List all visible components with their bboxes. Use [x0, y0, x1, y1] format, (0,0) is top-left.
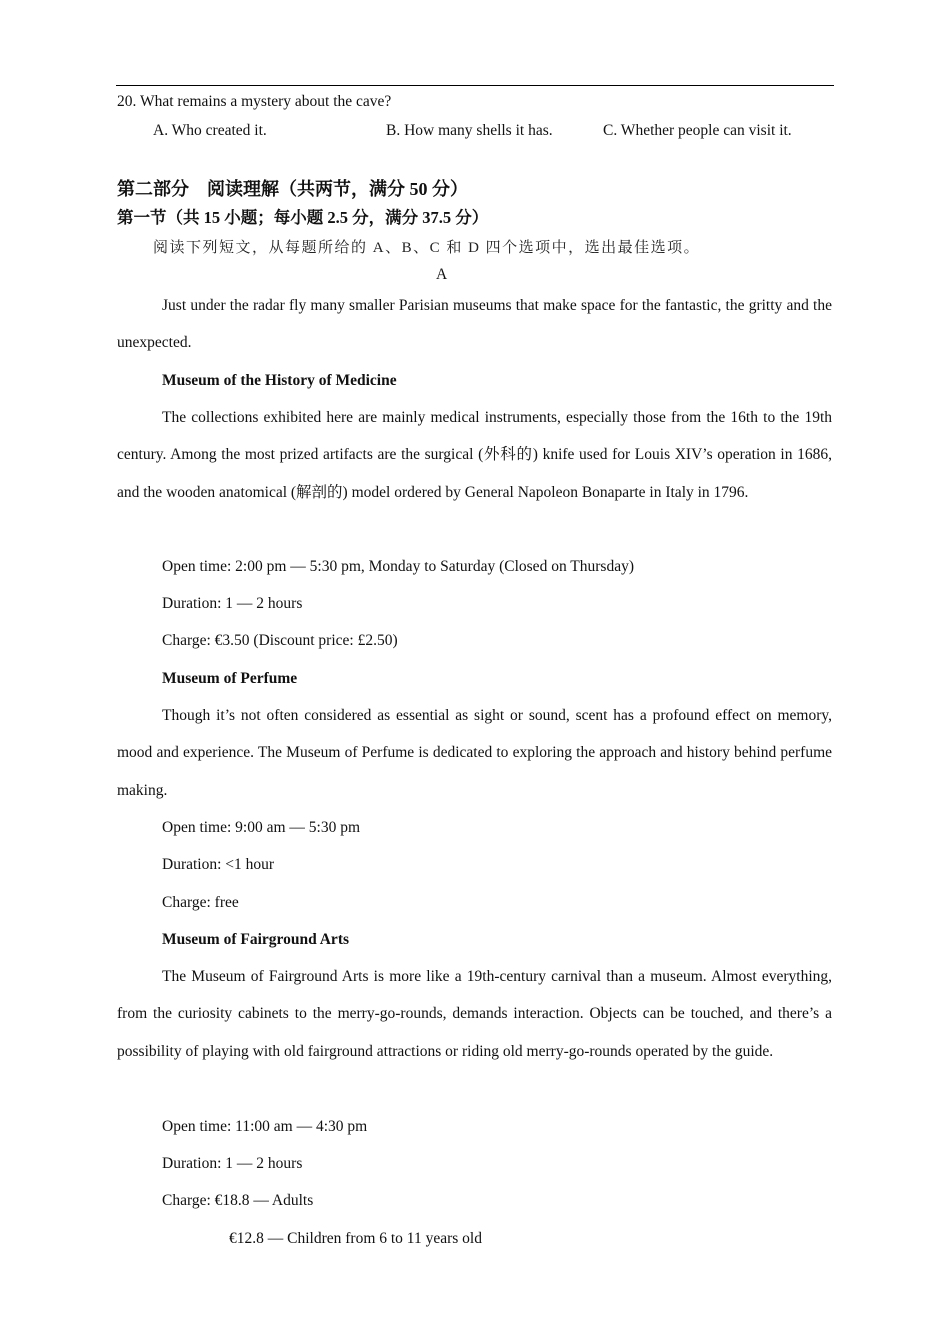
museum-2-title: Museum of Perfume	[162, 670, 298, 687]
question-20-stem: 20. What remains a mystery about the cave?	[117, 93, 392, 110]
museum-3-open-time: Open time: 11:00 am — 4:30 pm	[162, 1118, 368, 1135]
museum-3-description: The Museum of Fairground Arts is more like a 19th-century carnival than a museum. Almost everything, from the curiosity cabinets to the merry-go-rounds, demands interaction. Objects can be touched, and there’s a possibility of playing with old fairground attractions or riding old merry-go-rounds operated by the guide.	[117, 968, 832, 1060]
passage-label: A	[436, 266, 448, 283]
museum-3-charge: Charge: €18.8 — Adults	[162, 1192, 314, 1209]
museum-2-description: Though it’s not often considered as essential as sight or sound, scent has a profound effect on memory, mood and experience. The Museum of Perfume is dedicated to exploring the approach and history behind perfume making.	[117, 707, 832, 799]
question-20-option-b: B. How many shells it has.	[386, 122, 553, 139]
section-1-title: 第一节（共 15 小题；每小题 2.5 分，满分 37.5 分）	[117, 208, 489, 227]
museum-2-open-time: Open time: 9:00 am — 5:30 pm	[162, 819, 361, 836]
museum-1-charge: Charge: €3.50 (Discount price: £2.50)	[162, 632, 398, 649]
museum-2-duration: Duration: <1 hour	[162, 856, 275, 873]
museum-3-duration: Duration: 1 — 2 hours	[162, 1155, 303, 1172]
museum-1-title: Museum of the History of Medicine	[162, 372, 397, 389]
question-20-option-c: C. Whether people can visit it.	[603, 122, 792, 139]
museum-3-title: Museum of Fairground Arts	[162, 931, 350, 948]
museum-1-description: The collections exhibited here are mainly medical instruments, especially those from the 16th to the 19th century. Among the most prized artifacts are the surgical (外科的) knife used for Louis XIV’s operation in 1686, and the wooden anatomical (解剖的) model ordered by General Napoleon Bonaparte in Italy in 1796.	[117, 409, 832, 501]
reading-instruction: 阅读下列短文，从每题所给的 A、B、C 和 D 四个选项中，选出最佳选项。	[153, 240, 701, 256]
question-20-option-a: A. Who created it.	[153, 122, 267, 139]
header-rule	[116, 85, 834, 86]
passage-intro: Just under the radar fly many smaller Parisian museums that make space for the fantastic, the gritty and the unexpected.	[117, 297, 832, 352]
museum-1-open-time: Open time: 2:00 pm — 5:30 pm, Monday to Saturday (Closed on Thursday)	[162, 558, 634, 575]
museum-3-charge-children: €12.8 — Children from 6 to 11 years old	[229, 1230, 482, 1247]
museum-1-duration: Duration: 1 — 2 hours	[162, 595, 303, 612]
museum-2-charge: Charge: free	[162, 894, 239, 911]
part-2-title: 第二部分 阅读理解（共两节，满分 50 分）	[117, 179, 468, 199]
